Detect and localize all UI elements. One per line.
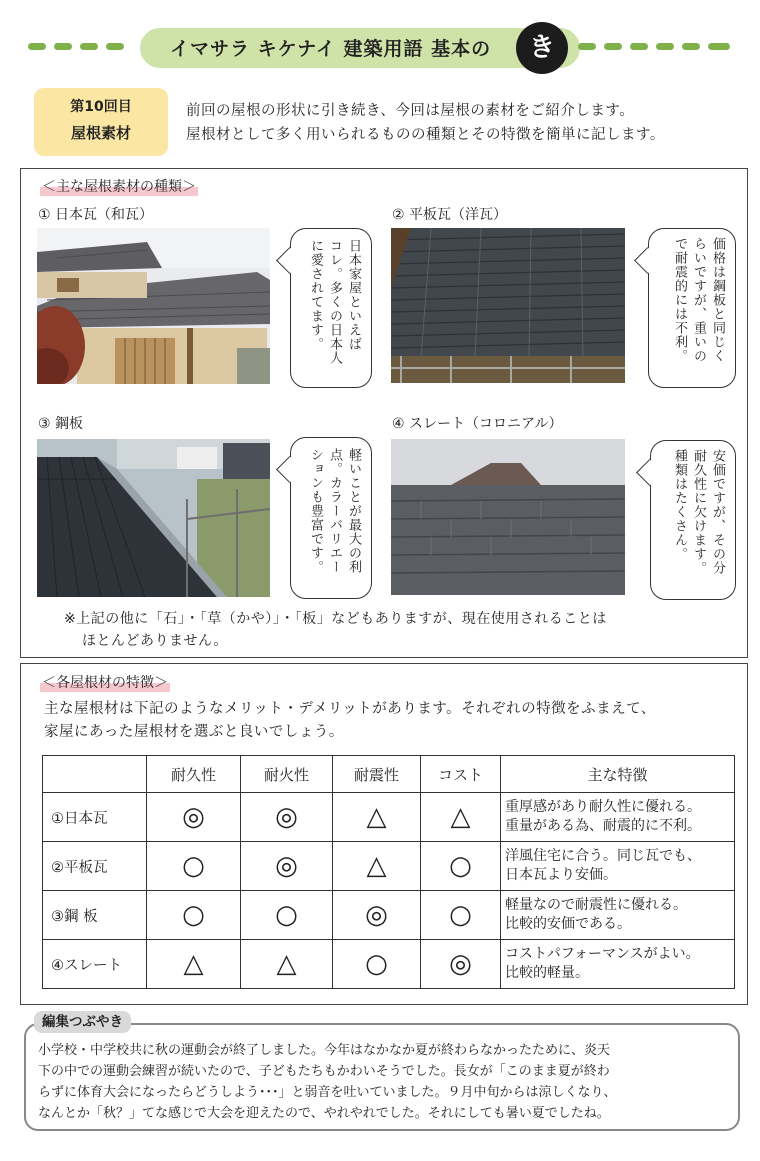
caption-heiban-gawara: ② 平板瓦（洋瓦） <box>392 207 508 223</box>
feature-cell <box>501 842 735 891</box>
comment-bubble <box>290 437 372 599</box>
intro-line-2: 屋根材として多く用いられるものの種類とその特徴を簡単に記します。 <box>186 127 665 143</box>
header-dash <box>106 43 124 50</box>
feature-cell <box>501 793 735 842</box>
column-header: 耐震性 <box>333 756 421 793</box>
photo-kouban <box>37 439 270 597</box>
feature-line: 日本瓦より安価。 <box>505 867 617 883</box>
editor-note-line: 小学校・中学校共に秋の運動会が終了しました。今年はなかなか夏が終わらなかったために、炎天 <box>38 1043 611 1058</box>
comment-nihon-gawara: 日本家屋といえば コレ。多くの日本人 に愛されてます。 <box>308 239 361 365</box>
editor-note-tag: 編集つぶやき <box>34 1011 131 1033</box>
rating-cell: △ <box>333 842 421 891</box>
comparison-table <box>42 755 735 989</box>
row-label: ④スレート <box>43 940 147 989</box>
column-header: 耐久性 <box>147 756 241 793</box>
features-lead-1: 主な屋根材は下記のようなメリット・デメリットがあります。それぞれの特徴をふまえて、 <box>44 701 656 717</box>
caption-kouban: ③ 鋼板 <box>38 416 84 432</box>
types-heading: ＜主な屋根素材の種類＞ <box>40 176 198 196</box>
rating-cell: ◎ <box>241 842 333 891</box>
note-line-1: ※上記の他に「石」・「草（かや）」・「板」などもありますが、現在使用されることは <box>64 611 607 627</box>
column-header: 主な特徴 <box>501 756 735 793</box>
feature-line: 軽量なので耐震性に優れる。 <box>505 897 687 913</box>
table-row <box>43 793 735 842</box>
features-heading: ＜各屋根材の特徴＞ <box>40 672 170 692</box>
header-dash <box>28 43 46 50</box>
page-header <box>0 0 760 90</box>
header-dash <box>656 43 674 50</box>
photo-slate <box>391 439 625 595</box>
rating-cell: ◎ <box>147 793 241 842</box>
comment-bubble <box>650 440 736 600</box>
comment-slate: 安価ですが、その分 耐久性に欠けます。 種類はたくさん。 <box>672 449 725 575</box>
rating-cell: △ <box>241 940 333 989</box>
rating-cell: △ <box>147 940 241 989</box>
feature-line: 重厚感があり耐久性に優れる。 <box>505 799 701 815</box>
rating-cell: ◎ <box>333 891 421 940</box>
feature-cell <box>501 891 735 940</box>
header-dash <box>630 43 648 50</box>
comment-kouban: 軽いことが最大の利 点。カラーバリエー ションも豊富です。 <box>308 448 361 574</box>
header-dash <box>578 43 596 50</box>
photo-nihon-gawara <box>37 228 270 384</box>
feature-line: 重量がある為、耐震的に不利。 <box>505 818 701 834</box>
feature-cell <box>501 940 735 989</box>
column-header-empty <box>43 756 147 793</box>
caption-nihon-gawara: ① 日本瓦（和瓦） <box>38 207 154 223</box>
table-row <box>43 842 735 891</box>
rating-cell: △ <box>333 793 421 842</box>
issue-number: 第10回目 <box>70 99 132 115</box>
comment-heiban-gawara: 価格は鋼板と同じく らいですが、重いの で耐震的には不利。 <box>672 237 725 363</box>
page-title: イマサラ キケナイ 建築用語 基本の <box>170 38 492 60</box>
rating-cell: ◎ <box>241 793 333 842</box>
issue-box <box>34 88 168 156</box>
feature-line: 洋風住宅に合う。同じ瓦でも、 <box>505 848 701 864</box>
editor-note-line: なんとか「秋？」てな感じで大会を迎えたので、やれやれでした。それにしても暑い夏でしたね。 <box>38 1106 610 1121</box>
column-header: 耐火性 <box>241 756 333 793</box>
header-dash <box>682 43 700 50</box>
row-label: ②平板瓦 <box>43 842 147 891</box>
feature-line: 比較的軽量。 <box>505 965 589 981</box>
feature-line: 比較的安価である。 <box>505 916 631 932</box>
editor-note-line: 下の中での運動会練習が続いたので、子どもたちもかわいそうでした。長女が「このまま夏が終わ <box>38 1064 610 1079</box>
comment-bubble <box>648 228 736 388</box>
column-header: コスト <box>421 756 501 793</box>
rating-cell: ○ <box>147 842 241 891</box>
issue-topic: 屋根素材 <box>70 124 131 142</box>
rating-cell: ◎ <box>421 940 501 989</box>
rating-cell: ○ <box>421 891 501 940</box>
caption-slate: ④ スレート（コロニアル） <box>392 416 563 432</box>
header-dash <box>604 43 622 50</box>
rating-cell: △ <box>421 793 501 842</box>
row-label: ③鋼 板 <box>43 891 147 940</box>
header-dash <box>80 43 98 50</box>
rating-cell: ○ <box>333 940 421 989</box>
rating-cell: ○ <box>147 891 241 940</box>
rating-cell: ○ <box>241 891 333 940</box>
editor-note-line: らずに体育大会になったらどうしよう･･･」と弱音を吐いていました。９月中旬からは涼しくなり、 <box>38 1085 617 1100</box>
rating-cell: ○ <box>421 842 501 891</box>
table-row <box>43 891 735 940</box>
photo-heiban-gawara <box>391 228 625 383</box>
title-badge: き <box>516 22 568 74</box>
note-line-2: ほとんどありません。 <box>82 633 228 649</box>
intro-line-1: 前回の屋根の形状に引き続き、今回は屋根の素材をご紹介します。 <box>186 103 635 119</box>
header-dash <box>708 43 730 50</box>
feature-line: コストパフォーマンスがよい。 <box>505 946 700 962</box>
features-lead-2: 家屋にあった屋根材を選ぶと良いでしょう。 <box>44 724 344 740</box>
table-header-row <box>43 756 735 793</box>
header-dash <box>54 43 72 50</box>
row-label: ①日本瓦 <box>43 793 147 842</box>
comment-bubble <box>290 228 372 388</box>
table-row <box>43 940 735 989</box>
